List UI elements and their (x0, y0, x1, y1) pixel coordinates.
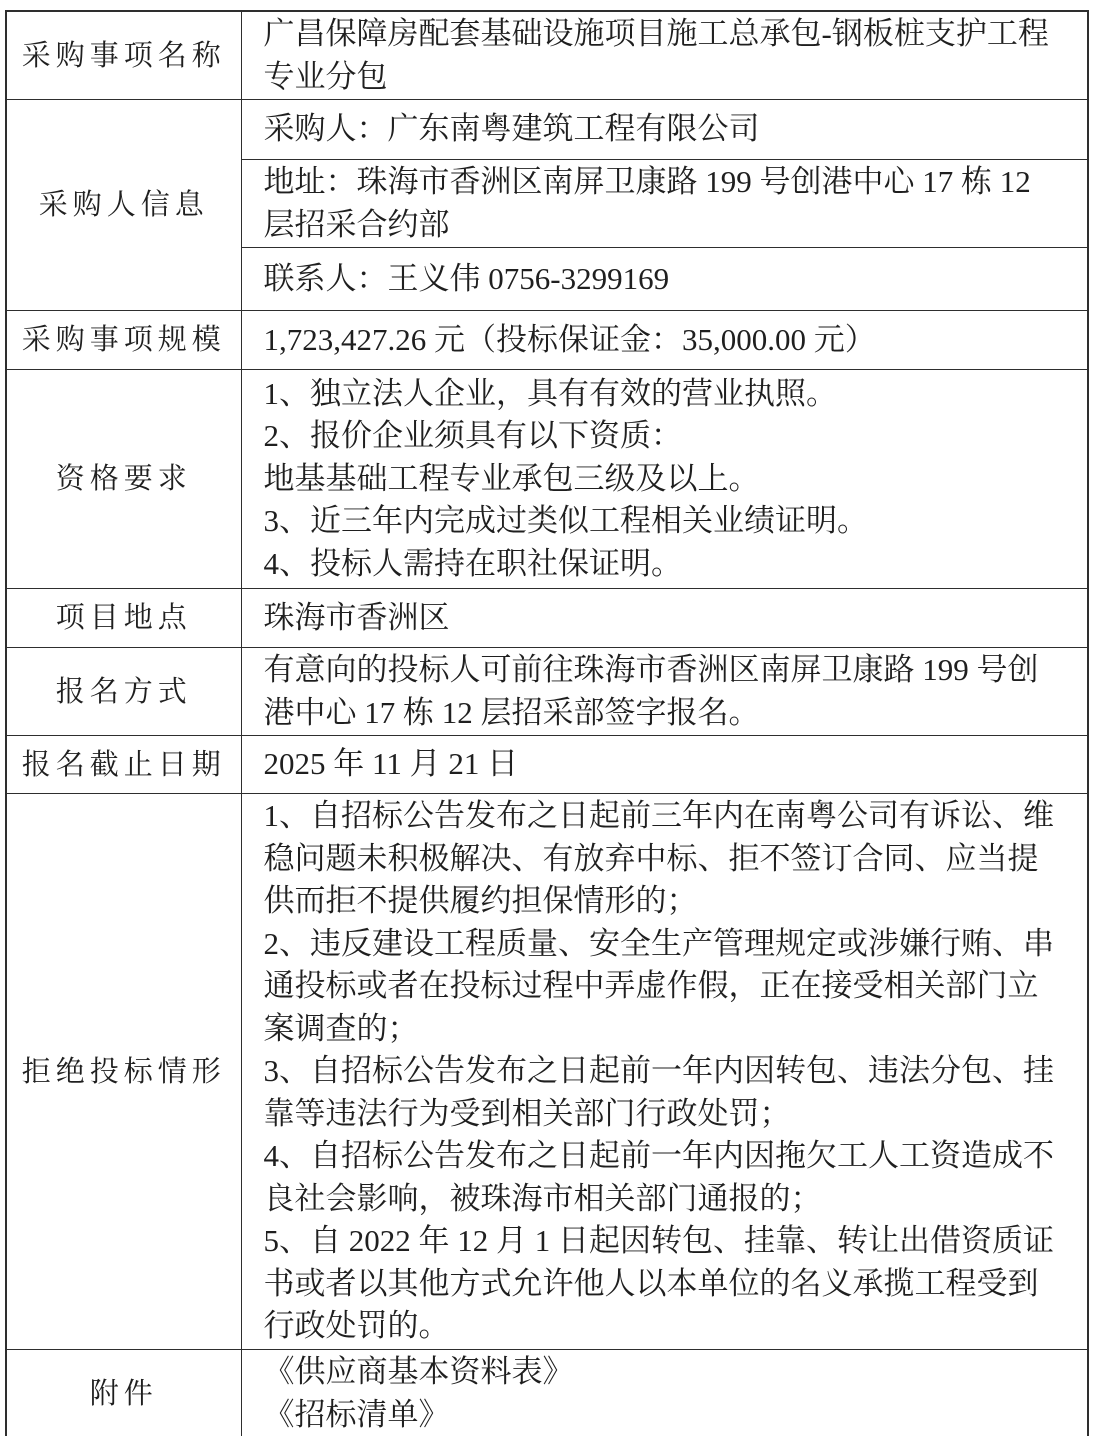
label-buyer-info: 采购人信息 (6, 100, 241, 311)
qualification-line: 地基基础工程专业承包三级及以上。 (263, 460, 760, 496)
qualification-line: 2、报价企业须具有以下资质： (263, 418, 682, 454)
table-row (6, 311, 1088, 370)
value-qualification (241, 370, 1088, 589)
rejection-case-line: 4、自招标公告发布之日起前一年内因拖欠工人工资造成不良社会影响，被珠海市相关部门通报的； (263, 1138, 1054, 1216)
value-signup-method: 有意向的投标人可前往珠海市香洲区南屏卫康路 199 号创港中心 17 栋 12 层招采部签字报名。 (241, 648, 1088, 736)
table-row (6, 589, 1088, 648)
table-row (6, 11, 1088, 100)
rejection-case-line: 2、违反建设工程质量、安全生产管理规定或涉嫌行贿、串通投标或者在投标过程中弄虚作假，正在接受相关部门立案调查的； (263, 925, 1054, 1046)
value-scale: 1,723,427.26 元（投标保证金：35,000.00 元） (241, 311, 1088, 370)
procurement-table (5, 10, 1089, 1436)
value-attachments (241, 1350, 1088, 1436)
value-signup-deadline: 2025 年 11 月 21 日 (241, 736, 1088, 794)
table-row (6, 1350, 1088, 1436)
table-row (6, 100, 1088, 160)
qualification-line: 1、独立法人企业，具有有效的营业执照。 (263, 375, 837, 411)
table-row (6, 370, 1088, 589)
attachment-line: 《招标清单》 (263, 1396, 450, 1432)
rejection-case-line: 5、自 2022 年 12 月 1 日起因转包、挂靠、转让出借资质证书或者以其他方式允许他人以本单位的名义承揽工程受到行政处罚的。 (263, 1223, 1054, 1344)
table-row (6, 648, 1088, 736)
label-signup-method: 报名方式 (6, 648, 241, 736)
label-rejection-cases: 拒绝投标情形 (6, 794, 241, 1350)
value-location: 珠海市香洲区 (241, 589, 1088, 648)
value-rejection-cases (241, 794, 1088, 1350)
label-location: 项目地点 (6, 589, 241, 648)
qualification-line: 4、投标人需持在职社保证明。 (263, 545, 682, 581)
value-buyer-contact: 联系人：王义伟 0756-3299169 (241, 248, 1088, 311)
label-item-name: 采购事项名称 (6, 11, 241, 100)
label-signup-deadline: 报名截止日期 (6, 736, 241, 794)
rejection-case-line: 1、自招标公告发布之日起前三年内在南粤公司有诉讼、维稳问题未积极解决、有放弃中标、拒不签订合同、应当提供而拒不提供履约担保情形的； (263, 798, 1054, 919)
table-row (6, 794, 1088, 1350)
value-item-name: 广昌保障房配套基础设施项目施工总承包-钢板桩支护工程专业分包 (241, 11, 1088, 100)
label-scale: 采购事项规模 (6, 311, 241, 370)
table-row (6, 736, 1088, 794)
label-attachments: 附件 (6, 1350, 241, 1436)
rejection-case-line: 3、自招标公告发布之日起前一年内因转包、违法分包、挂靠等违法行为受到相关部门行政处罚； (263, 1053, 1054, 1131)
qualification-line: 3、近三年内完成过类似工程相关业绩证明。 (263, 503, 868, 539)
value-buyer: 采购人：广东南粤建筑工程有限公司 (241, 100, 1088, 160)
attachment-line: 《供应商基本资料表》 (263, 1354, 574, 1389)
value-buyer-address: 地址：珠海市香洲区南屏卫康路 199 号创港中心 17 栋 12 层招采合约部 (241, 160, 1088, 248)
label-qualification: 资格要求 (6, 370, 241, 589)
